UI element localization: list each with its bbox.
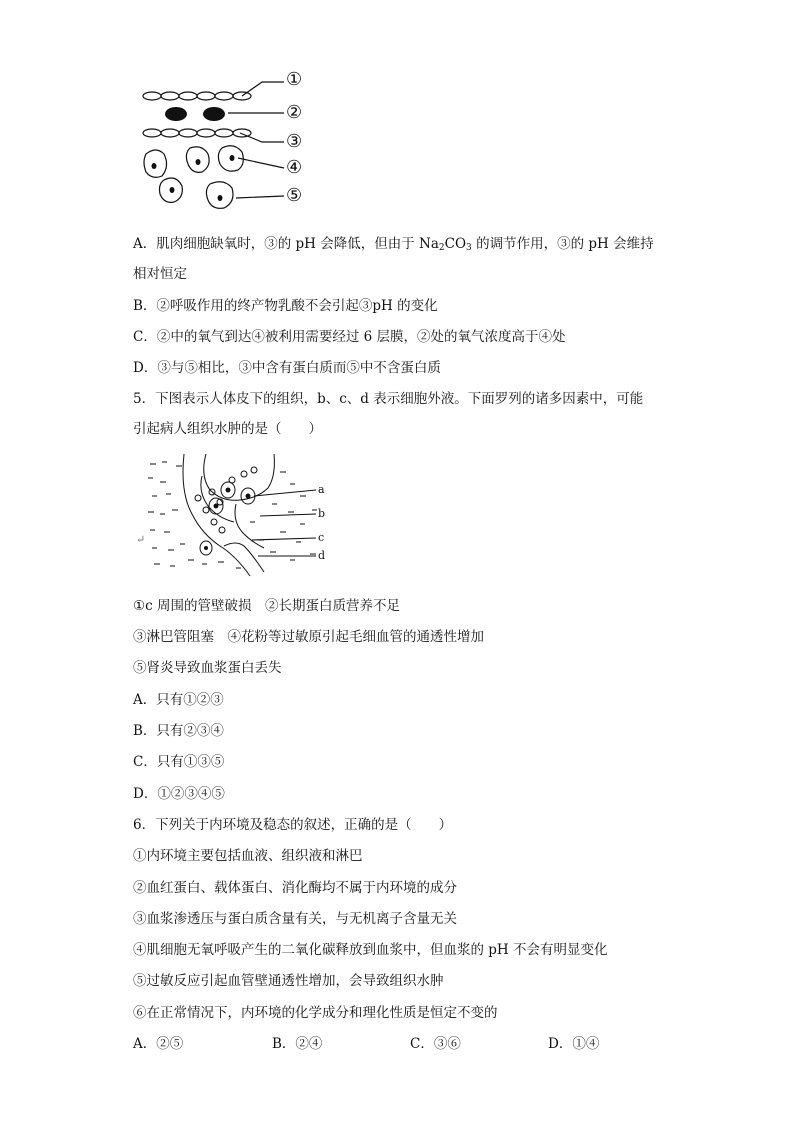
q6-statement-1: ①内环境主要包括血液、组织液和淋巴 [133, 848, 363, 864]
q6-statement-6: ⑥在正常情况下，内环境的化学成分和理化性质是恒定不变的 [133, 1005, 498, 1021]
return-mark: ↵ [136, 533, 146, 546]
fig2-label-d: d [318, 549, 326, 562]
q5-stem-line1: 5．下图表示人体皮下的组织，b、c、d 表示细胞外液。下面罗列的诸多因素中，可能 [133, 391, 644, 407]
q4-option-a-line1: A．肌肉细胞缺氧时，③的 pH 会降低，但由于 $Na_2CO_3$ 的调节作用，③的 pH 会维持 [133, 236, 654, 253]
q5-item-2: ③淋巴管阻塞 ④花粉等过敏原引起毛细血管的通透性增加 [133, 629, 484, 645]
q6-option-c: C．③⑥ [410, 1036, 461, 1052]
q6-statement-5: ⑤过敏反应引起血管壁通透性增加，会导致组织水肿 [133, 973, 444, 989]
fig2-label-b: b [318, 507, 326, 520]
q5-item-3: ⑤肾炎导致血浆蛋白丢失 [133, 660, 282, 676]
q6-statement-4: ④肌细胞无氧呼吸产生的二氧化碳释放到血浆中，但血浆的 pH 不会有明显变化 [133, 942, 608, 958]
q6-stem: 6．下列关于内环境及稳态的叙述，正确的是（ ） [133, 817, 453, 833]
q5-option-a: A．只有①②③ [133, 692, 224, 708]
tissue-diagram-2 [140, 452, 340, 582]
q5-option-d: D．①②③④⑤ [133, 786, 225, 802]
fig1-label-2: ② [286, 102, 303, 123]
q6-option-b: B．②④ [272, 1036, 323, 1052]
q6-option-d: D．①④ [548, 1036, 600, 1052]
fig1-label-4: ④ [286, 157, 303, 178]
q5-item-1: ①c 周围的管壁破损 ②长期蛋白质营养不足 [133, 598, 400, 614]
fig1-label-3: ③ [286, 131, 303, 152]
q6-statement-2: ②血红蛋白、载体蛋白、消化酶均不属于内环境的成分 [133, 880, 457, 896]
q4-option-b: B．②呼吸作用的终产物乳酸不会引起③pH 的变化 [133, 298, 438, 314]
fig1-label-1: ① [286, 69, 303, 90]
fig2-label-a: a [318, 483, 325, 496]
q6-option-a: A．②⑤ [133, 1036, 184, 1052]
q4-option-d: D．③与⑤相比，③中含有蛋白质而⑤中不含蛋白质 [133, 360, 441, 376]
fig2-label-c: c [318, 531, 325, 544]
fig1-label-5: ⑤ [286, 185, 303, 206]
q5-option-c: C．只有①③⑤ [133, 754, 225, 770]
q4-option-c: C．②中的氧气到达④被利用需要经过 6 层膜，②处的氧气浓度高于④处 [133, 329, 566, 345]
q5-stem-line2: 引起病人组织水肿的是（ ） [133, 421, 322, 437]
q6-statement-3: ③血浆渗透压与蛋白质含量有关，与无机离子含量无关 [133, 911, 457, 927]
q5-option-b: B．只有②③④ [133, 723, 224, 739]
q4-option-a-line2: 相对恒定 [133, 266, 187, 282]
